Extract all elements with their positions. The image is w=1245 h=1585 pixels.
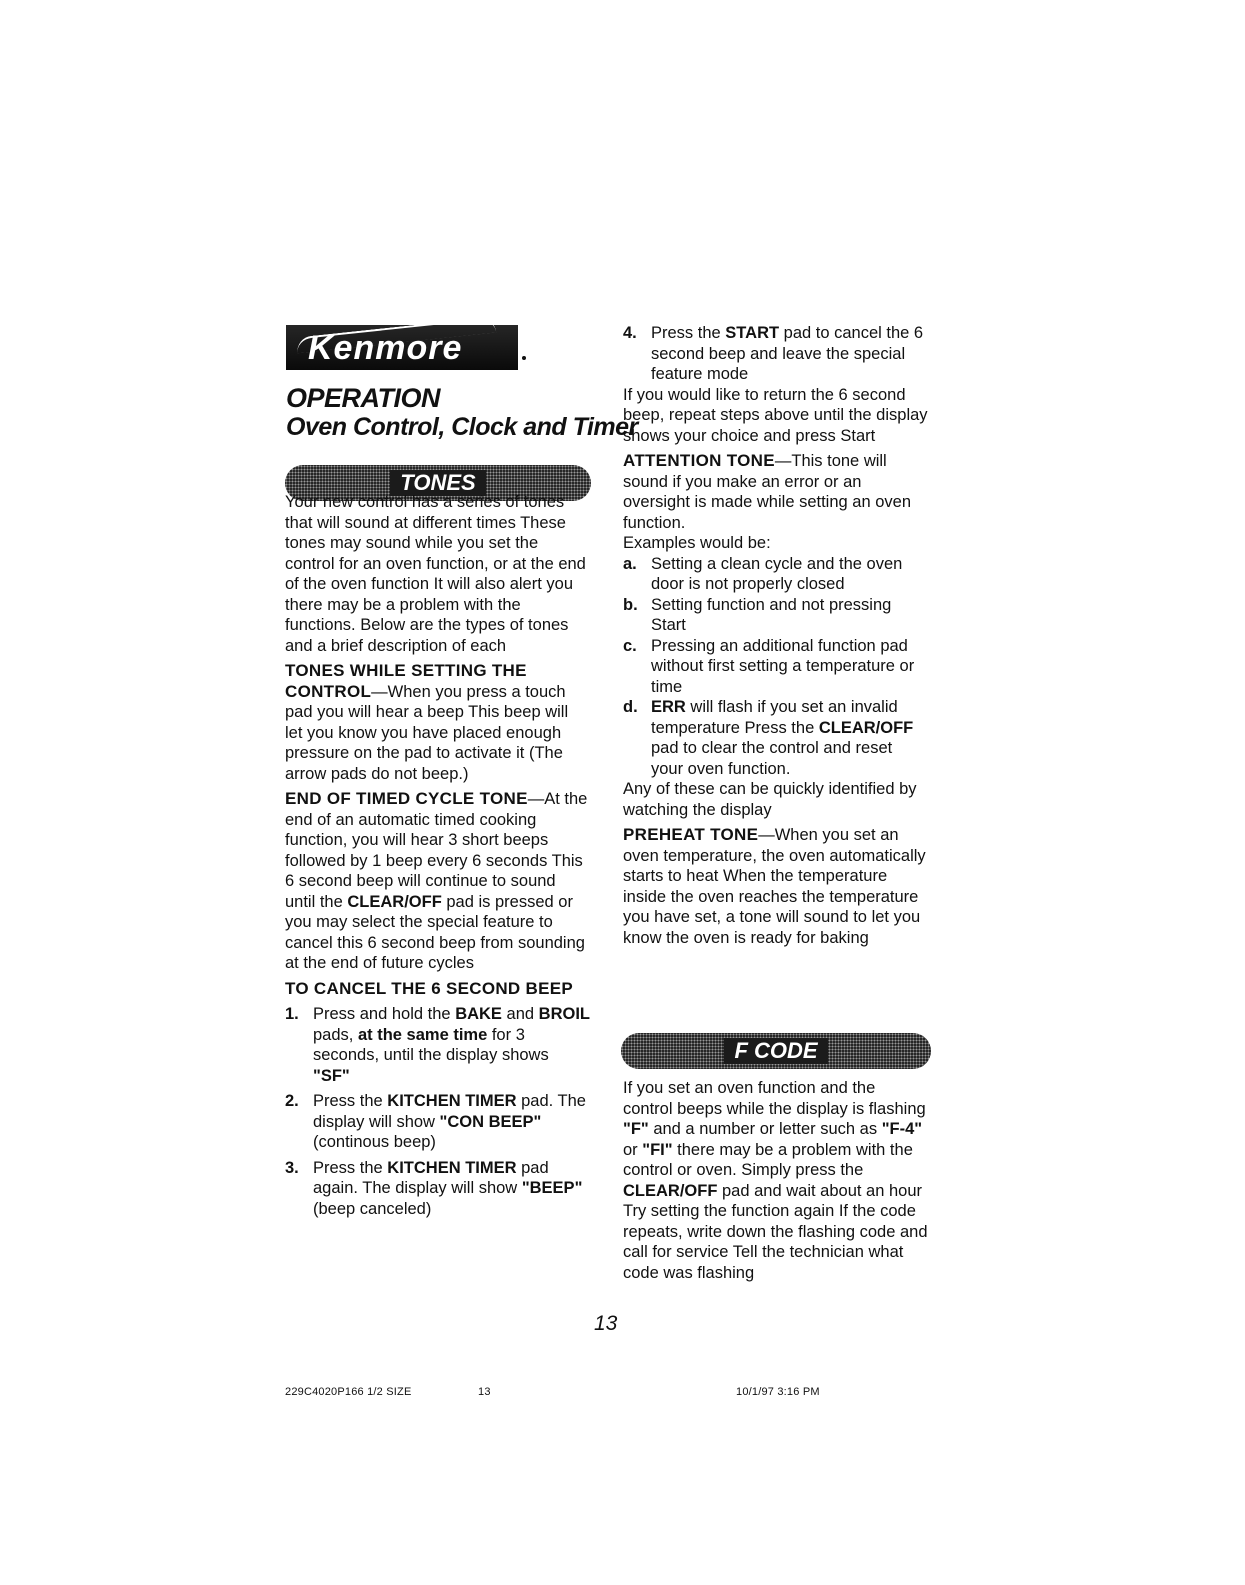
footer-timestamp: 10/1/97 3:16 PM — [736, 1386, 820, 1398]
kitchen-timer-text: KITCHEN TIMER — [387, 1092, 517, 1110]
logo-text: Kenmore — [308, 329, 463, 367]
example-text: Pressing an additional function pad without first setting a temperature or time — [651, 636, 915, 696]
attention-paragraph — [623, 451, 928, 533]
logo-dot — [522, 356, 526, 360]
fcode-text: or — [623, 1140, 643, 1159]
fi-text: "FI" — [642, 1140, 673, 1159]
example-text: pad to clear the control and reset your oven function. — [651, 739, 893, 778]
right-column — [623, 323, 928, 948]
example-letter: c. — [623, 636, 637, 655]
example-letter: d. — [623, 698, 638, 716]
step-text: (continous beep) — [313, 1133, 436, 1151]
fcode-text: there may be a problem with the control or oven. Simply press the — [623, 1140, 913, 1179]
f4-text: "F-4" — [881, 1120, 923, 1138]
step-text: Press the — [651, 324, 726, 342]
example-text: Setting a clean cycle and the oven door is not properly closed — [651, 554, 903, 593]
footer-page: 13 — [478, 1386, 491, 1398]
example-a — [623, 554, 928, 595]
fcode-text: pad and wait about an hour Try setting the function again If the code repeats, write down the flashing code and call for service Tell the technician what code was flashing — [623, 1181, 928, 1282]
step-text: Press and hold the — [313, 1005, 456, 1023]
end-tone-body: —At the end of an automatic timed cooking function, you will hear 3 short beeps followed by 1 beep every 6 seconds This 6 second beep will continue to sound until the — [285, 790, 588, 911]
step-1 — [285, 1004, 590, 1086]
step-3 — [285, 1158, 590, 1220]
return-paragraph: If you would like to return the 6 second beep, repeat steps above until the display shows your choice and press Start — [623, 385, 928, 445]
fcode-text: If you set an oven function and the control beeps while the display is flashing — [623, 1079, 926, 1118]
step-4 — [623, 323, 928, 385]
preheat-paragraph — [623, 825, 928, 948]
step-text: pads, — [313, 1025, 358, 1044]
clear-off-text: CLEAR/OFF — [347, 892, 442, 911]
tones-intro: Your new control has a series of tones that will sound at different times These tones may sound while you set the control for an oven function, or at the end of the oven function It will also alert you there may be a problem with the functions. Below are the types of tones and a brief description of each — [285, 493, 586, 655]
attention-heading: ATTENTION TONE — [623, 451, 775, 470]
setting-tone-paragraph — [285, 661, 590, 784]
example-d — [623, 697, 928, 779]
cancel-heading: TO CANCEL THE 6 SECOND BEEP — [285, 978, 574, 998]
step-text: and — [501, 1005, 539, 1023]
kenmore-logo — [286, 325, 518, 370]
page-title: Oven Control, Clock and Timer — [286, 413, 638, 441]
broil-text: BROIL — [538, 1005, 590, 1023]
step-text: pad. The display will show — [313, 1092, 586, 1131]
example-letter: b. — [623, 595, 638, 614]
same-time-text: at the same time — [357, 1025, 488, 1044]
step-number: 4. — [623, 324, 637, 342]
end-tone-paragraph — [285, 789, 590, 974]
step-number: 3. — [285, 1158, 299, 1177]
preheat-body: —When you set an oven temperature, the oven automatically starts to heat When the temperature inside the oven reaches the temperature you have set, a tone will sound to let you know the oven is ready for baking — [623, 826, 926, 947]
step-number: 2. — [285, 1092, 299, 1110]
fcode-section — [623, 1078, 928, 1283]
clear-off-text: CLEAR/OFF — [818, 718, 914, 737]
example-text: Setting function and not pressing Start — [651, 595, 892, 634]
fcode-banner-label: F CODE — [724, 1038, 827, 1064]
fcode-text: and a number or letter such as — [648, 1120, 882, 1138]
example-letter: a. — [623, 554, 637, 573]
fcode-banner — [621, 1033, 931, 1069]
con-beep-text: "CON BEEP" — [439, 1112, 542, 1131]
fcode-paragraph — [623, 1078, 928, 1283]
example-b — [623, 595, 928, 636]
start-text: START — [725, 324, 780, 342]
beep-text: "BEEP" — [521, 1179, 583, 1197]
left-column — [285, 492, 590, 1219]
step-number: 1. — [285, 1005, 299, 1023]
end-tone-heading: END OF TIMED CYCLE TONE — [285, 789, 528, 808]
page-number: 13 — [594, 1312, 618, 1335]
example-text: will flash if you set an invalid temperature Press the — [651, 698, 898, 737]
setting-tone-body: —When you press a touch pad you will hear a beep This beep will let you know you have placed enough pressure on the pad to activate it (The arrow pads do not beep.) — [285, 682, 569, 783]
section-title: OPERATION — [286, 383, 441, 413]
attention-body: —This tone will sound if you make an error or an oversight is made while setting an oven function. — [623, 452, 911, 532]
step-2 — [285, 1091, 590, 1153]
step-text: for 3 seconds, until the display shows — [313, 1025, 549, 1064]
bake-text: BAKE — [455, 1005, 502, 1023]
end-tone-body-cont: pad is pressed or you may select the special feature to cancel this 6 second beep from sounding at the end of future cycles — [285, 892, 585, 972]
sf-text: "SF" — [313, 1066, 350, 1085]
footer-code: 229C4020P166 1/2 SIZE — [285, 1386, 412, 1398]
clear-off-text: CLEAR/OFF — [623, 1181, 718, 1200]
f-text: "F" — [623, 1120, 649, 1138]
step-text: Press the — [313, 1158, 388, 1177]
step-text: pad again. The display will show — [313, 1158, 549, 1197]
examples-intro: Examples would be: — [623, 534, 771, 552]
identify-paragraph: Any of these can be quickly identified by watching the display — [623, 780, 917, 819]
tones-banner-label: TONES — [390, 470, 485, 496]
step-text: (beep canceled) — [313, 1199, 432, 1218]
example-c — [623, 636, 928, 698]
step-text: Press the — [313, 1092, 388, 1110]
err-text: ERR — [651, 698, 686, 716]
kitchen-timer-text: KITCHEN TIMER — [387, 1158, 517, 1177]
step-text: pad to cancel the 6 second beep and leave the special feature mode — [651, 324, 924, 383]
preheat-heading: PREHEAT TONE — [623, 825, 759, 844]
setting-tone-heading: TONES WHILE SETTING THE CONTROL — [285, 661, 527, 701]
